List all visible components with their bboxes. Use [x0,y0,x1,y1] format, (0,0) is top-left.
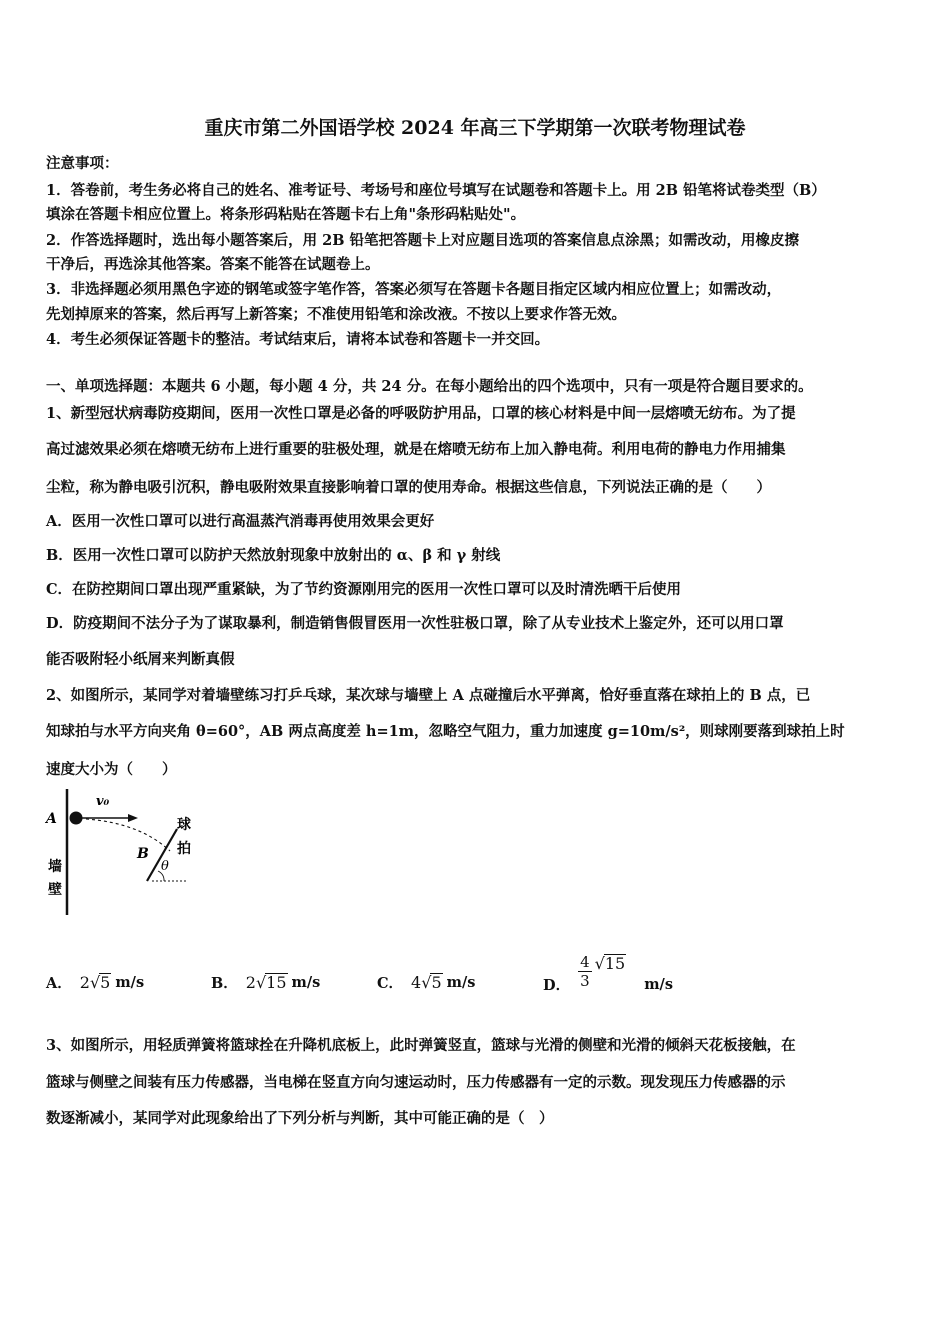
radicand: 15 [604,954,626,974]
section-heading: 一、单项选择题：本题共 6 小题，每小题 4 分，共 24 分。在每小题给出的四个选项中，只有一项是符合题目要求的。 [46,378,813,395]
q3-stem-line: 3、如图所示，用轻质弹簧将篮球拴在升降机底板上，此时弹簧竖直，篮球与光滑的侧壁和光滑的倾斜天花板接触，在 [46,1037,796,1054]
sqrt-icon: √ [594,954,605,973]
math-expression [246,973,288,992]
notice-heading: 注意事项： [46,155,119,172]
unit: m/s [446,974,476,991]
radicand: 5 [100,973,111,993]
velocity-arrow-head [128,814,138,822]
q1-stem-line: 尘粒，称为静电吸引沉积，静电吸附效果直接影响着口罩的使用寿命。根据这些信息，下列说法正确的是（ ） [46,479,771,496]
label-a: A [46,811,57,827]
notice-line: 填涂在答题卡相应位置上。将条形码粘贴在答题卡右上角"条形码粘贴处"。 [46,206,526,223]
label-racket-1: 球 [177,817,191,833]
q2-figure [40,785,210,920]
option-letter: D． [543,977,571,994]
sqrt-icon: √ [89,973,101,992]
label-racket-2: 拍 [177,841,191,857]
q2-stem-line: 知球拍与水平方向夹角 θ=60°，AB 两点高度差 h=1m，忽略空气阻力，重力加速度 g=10m/s²，则球刚要落到球拍上时 [46,723,845,740]
q2-option-a [46,972,144,993]
denominator: 3 [580,972,590,990]
notice-line: 4．考生必须保证答题卡的整洁。考试结束后，请将本试卷和答题卡一并交回。 [46,331,550,348]
notice-line: 1．答卷前，考生务必将自己的姓名、准考证号、考场号和座位号填写在试题卷和答题卡上。用 2B 铅笔将试卷类型（B） [46,182,826,199]
radicand: 15 [266,973,287,993]
q1-option-b: B．医用一次性口罩可以防护天然放射现象中放射出的 α、β 和 γ 射线 [46,547,501,564]
label-b: B [137,846,149,862]
notice-line: 先划掉原来的答案，然后再写上新答案；不准使用铅笔和涂改液。不按以上要求作答无效。 [46,306,626,323]
option-letter: B． [211,975,238,992]
coefficient: 2 [79,973,90,992]
sqrt-icon: √ [421,973,432,992]
q2-option-b [211,972,320,993]
q1-stem-line: 1、新型冠状病毒防疫期间，医用一次性口罩是必备的呼吸防护用品，口罩的核心材料是中间一层熔喷无纺布。为了提 [46,405,796,422]
ball [70,812,83,825]
unit: m/s [644,976,673,993]
q3-stem-line: 篮球与侧壁之间装有压力传感器，当电梯在竖直方向匀速运动时，压力传感器有一定的示数。现发现压力传感器的示 [46,1074,786,1091]
q2-stem-line: 2、如图所示，某同学对着墙壁练习打乒乓球，某次球与墙壁上 A 点碰撞后水平弹离，恰好垂直落在球拍上的 B 点，已 [46,687,811,704]
label-theta: θ [161,859,169,874]
option-letter: A． [46,975,72,992]
numerator: 4 [580,953,590,971]
q1-option-d-cont: 能否吸附轻小纸屑来判断真假 [46,651,235,668]
q2-stem-line: 速度大小为（ ） [46,761,177,778]
sqrt-icon: √ [255,973,267,992]
math-expression [411,973,443,992]
notice-line: 3．非选择题必须用黑色字迹的钢笔或签字笔作答，答案必须写在答题卡各题目指定区域内相应位置上；如需改动， [46,281,782,298]
q1-option-d: D．防疫期间不法分子为了谋取暴利，制造销售假冒医用一次性驻极口罩，除了从专业技术上鉴定外，还可以用口罩 [46,615,784,632]
fraction [578,953,592,990]
trajectory [86,819,170,851]
radicand: 5 [431,973,442,993]
q1-option-c: C．在防控期间口罩出现严重紧缺，为了节约资源刚用完的医用一次性口罩可以及时清洗晒干后使用 [46,581,682,598]
q2-option-d [543,948,673,995]
option-letter: C． [377,975,404,992]
label-v0: v₀ [96,794,110,809]
q2-option-c [377,972,475,993]
unit: m/s [291,974,321,991]
q3-stem-line: 数逐渐减小，某同学对此现象给出了下列分析与判断，其中可能正确的是（ ） [46,1110,554,1127]
coefficient: 2 [245,973,256,992]
exam-title: 重庆市第二外国语学校 2024 年高三下学期第一次联考物理试卷 [204,117,746,139]
label-wall-1: 墙 [48,859,62,875]
notice-line: 干净后，再选涂其他答案。答案不能答在试题卷上。 [46,256,380,273]
q1-stem-line: 高过滤效果必须在熔喷无纺布上进行重要的驻极处理，就是在熔喷无纺布上加入静电荷。利用电荷的静电力作用捕集 [46,441,786,458]
coefficient: 4 [411,973,422,992]
label-wall-2: 壁 [48,882,62,898]
notice-line: 2．作答选择题时，选出每小题答案后，用 2B 铅笔把答题卡上对应题目选项的答案信息点涂黑；如需改动，用橡皮擦 [46,232,800,249]
unit: m/s [115,974,145,991]
q1-option-a: A．医用一次性口罩可以进行高温蒸汽消毒再使用效果会更好 [46,513,435,530]
math-expression [80,973,112,992]
math-expression [578,953,626,990]
